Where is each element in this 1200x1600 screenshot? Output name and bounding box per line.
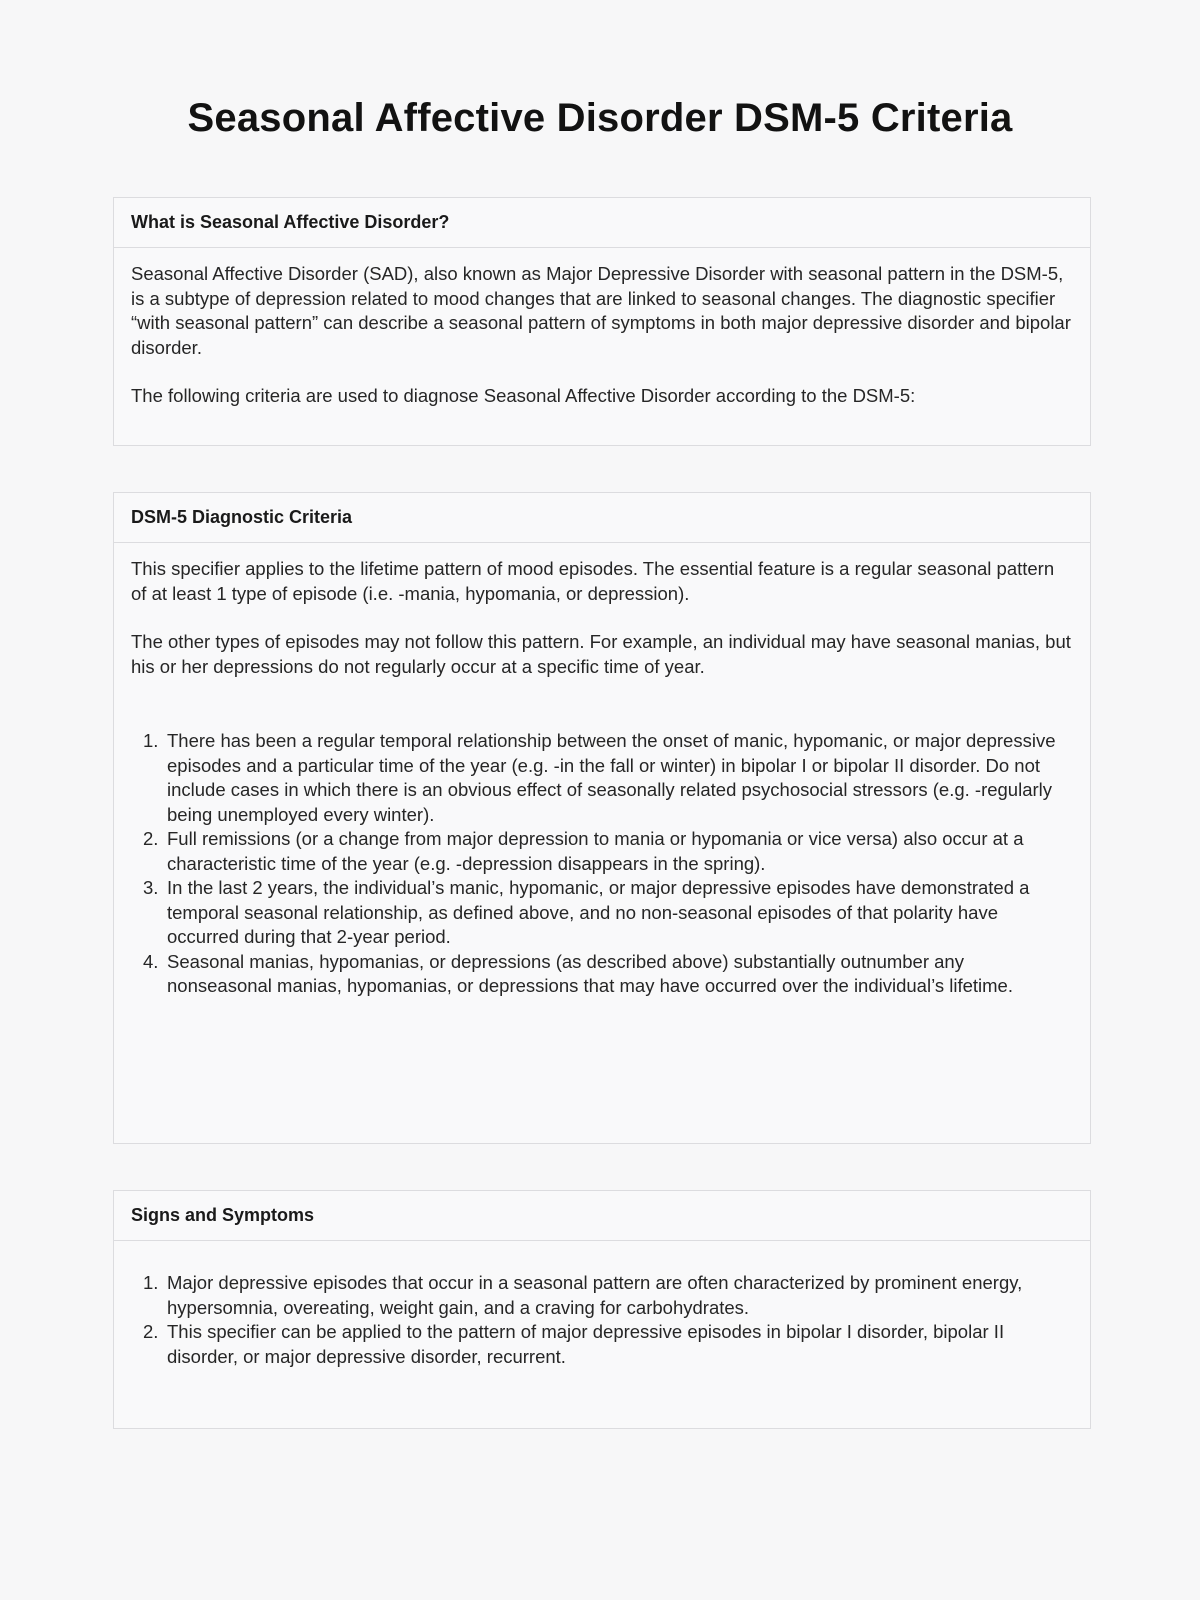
list-item — [143, 950, 1073, 999]
section-diagnostic-criteria — [113, 492, 1091, 1144]
list-text: Seasonal manias, hypomanias, or depressions (as described above) substantially outnumber any nonseasonal manias, hypomanias, or depressions that may have occurred over the individual’s lifetime. — [167, 950, 1013, 996]
list-number: 1. — [143, 730, 159, 751]
section-heading: What is Seasonal Affective Disorder? — [114, 198, 1090, 248]
list-item — [143, 1320, 1073, 1369]
list-item — [143, 876, 1073, 950]
list-number: 2. — [143, 828, 159, 849]
section-body — [114, 1241, 1090, 1428]
list-text: Major depressive episodes that occur in a seasonal pattern are often characterized by prominent energy, hypersomnia, overeating, weight gain, and a craving for carbohydrates. — [167, 1272, 1023, 1318]
section-heading: Signs and Symptoms — [114, 1191, 1090, 1241]
list-text: This specifier can be applied to the pattern of major depressive episodes in bipolar I disorder, bipolar II disorder, or major depressive disorder, recurrent. — [167, 1321, 1005, 1367]
paragraph: The other types of episodes may not follow this pattern. For example, an individual may have seasonal manias, but his or her depressions do not regularly occur at a specific time of year. — [131, 631, 1071, 677]
paragraph: The following criteria are used to diagnose Seasonal Affective Disorder according to the DSM-5: — [131, 385, 916, 406]
list-text: There has been a regular temporal relationship between the onset of manic, hypomanic, or major depressive episodes and a particular time of the year (e.g. -in the fall or winter) in bipolar I or bipolar II disorder. Do not include cases in which there is an obvious effect of seasonally related psychosocial stressors (e.g. -regularly being unemployed every winter). — [167, 730, 1056, 825]
page-title: Seasonal Affective Disorder DSM-5 Criteria — [187, 96, 1013, 140]
section-what-is-sad — [113, 197, 1091, 446]
list-item — [143, 1271, 1073, 1320]
section-heading: DSM-5 Diagnostic Criteria — [114, 493, 1090, 543]
list-number: 1. — [143, 1272, 159, 1293]
paragraph: This specifier applies to the lifetime pattern of mood episodes. The essential feature is a regular seasonal pattern of at least 1 type of episode (i.e. -mania, hypomania, or depression). — [131, 558, 1055, 604]
list-number: 4. — [143, 950, 159, 972]
list-number: 3. — [143, 877, 159, 898]
section-signs-and-symptoms — [113, 1190, 1091, 1429]
list-number: 2. — [143, 1321, 159, 1342]
criteria-list — [131, 729, 1073, 999]
list-text: In the last 2 years, the individual’s manic, hypomanic, or major depressive episodes have demonstrated a temporal seasonal relationship, as defined above, and no non-seasonal episodes of that polarity have occurred during that 2-year period. — [167, 877, 1030, 947]
section-body — [114, 543, 1090, 1143]
list-item — [143, 729, 1073, 827]
list-item — [143, 827, 1073, 876]
list-text: Full remissions (or a change from major depression to mania or hypomania or vice versa) also occur at a characteristic time of the year (e.g. -depression disappears in the spring). — [167, 828, 1024, 874]
section-body — [114, 248, 1090, 445]
symptoms-list — [131, 1271, 1073, 1369]
paragraph: Seasonal Affective Disorder (SAD), also known as Major Depressive Disorder with seasonal pattern in the DSM-5, is a subtype of depression related to mood changes that are linked to seasonal changes. The diagnostic specifier “with seasonal pattern” can describe a seasonal pattern of symptoms in both major depressive disorder and bipolar disorder. — [131, 263, 1071, 358]
